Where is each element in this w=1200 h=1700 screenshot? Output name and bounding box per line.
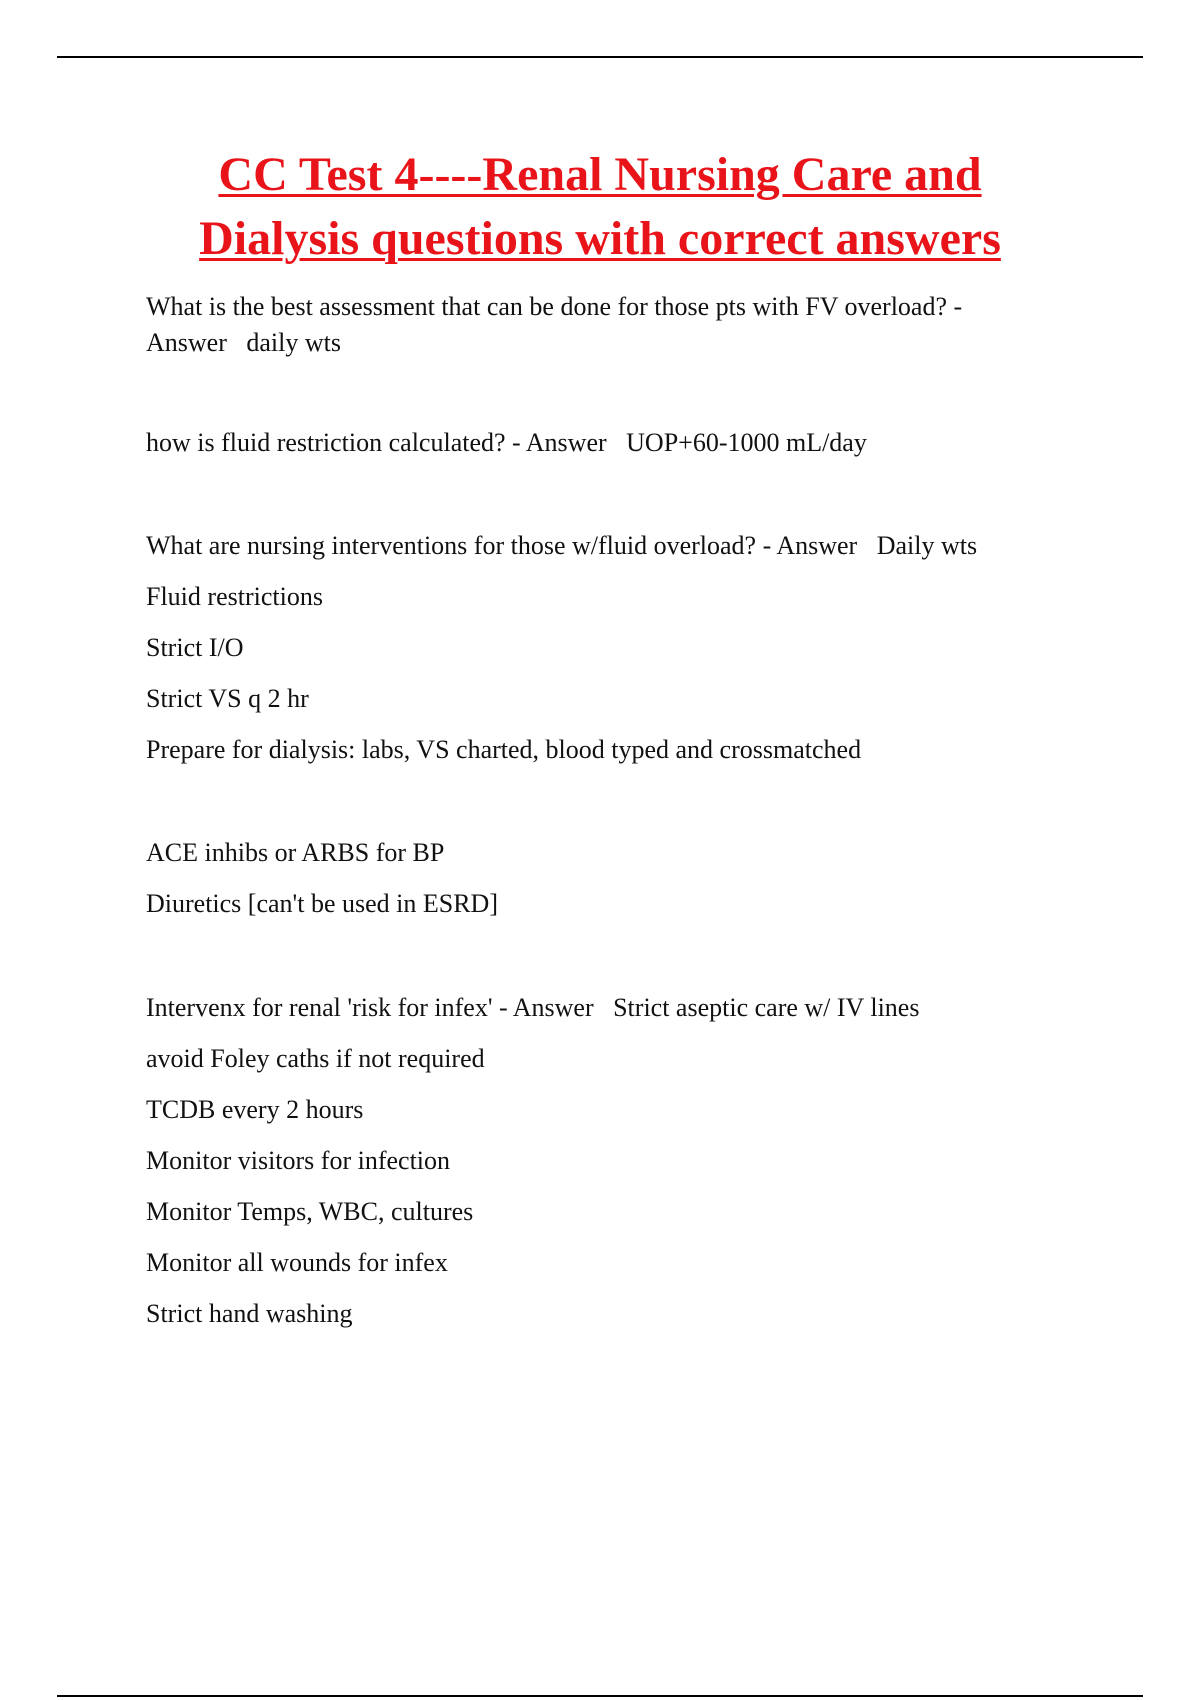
title-line-2: Dialysis questions with correct answers <box>199 212 1001 265</box>
top-rule <box>57 56 1143 58</box>
text-line: Monitor all wounds for infex <box>146 1248 448 1277</box>
text-line: Diuretics [can't be used in ESRD] <box>146 889 498 918</box>
text-line: TCDB every 2 hours <box>146 1095 364 1124</box>
text-line: ACE inhibs or ARBS for BP <box>146 838 445 867</box>
qa-block-fluid-overload-interventions <box>146 528 1096 783</box>
text-line: avoid Foley caths if not required <box>146 1044 485 1073</box>
text-line: Monitor visitors for infection <box>146 1146 451 1175</box>
text-line: Strict I/O <box>146 633 244 662</box>
qa-block-fluid-restriction <box>146 425 1096 461</box>
text-line: What is the best assessment that can be done for those pts with FV overload? - <box>146 292 963 321</box>
title-line-1: CC Test 4----Renal Nursing Care and <box>218 148 982 201</box>
bottom-rule <box>57 1695 1143 1697</box>
qa-block-fluid-overload-assessment <box>146 289 1096 361</box>
page-title <box>100 143 1100 271</box>
text-line: Strict VS q 2 hr <box>146 684 309 713</box>
text-line: Prepare for dialysis: labs, VS charted, blood typed and crossmatched <box>146 735 862 764</box>
qa-block-medications <box>146 835 1096 937</box>
text-line: What are nursing interventions for those w/fluid overload? - Answer Daily wts <box>146 531 978 560</box>
text-line: how is fluid restriction calculated? - Answer UOP+60-1000 mL/day <box>146 428 867 457</box>
text-line: Intervenx for renal 'risk for infex' - Answer Strict aseptic care w/ IV lines <box>146 993 920 1022</box>
qa-block-infection-risk <box>146 990 1096 1347</box>
text-line: Fluid restrictions <box>146 582 323 611</box>
text-line: Monitor Temps, WBC, cultures <box>146 1197 474 1226</box>
text-line: Strict hand washing <box>146 1299 353 1328</box>
text-line: Answer daily wts <box>146 328 341 357</box>
